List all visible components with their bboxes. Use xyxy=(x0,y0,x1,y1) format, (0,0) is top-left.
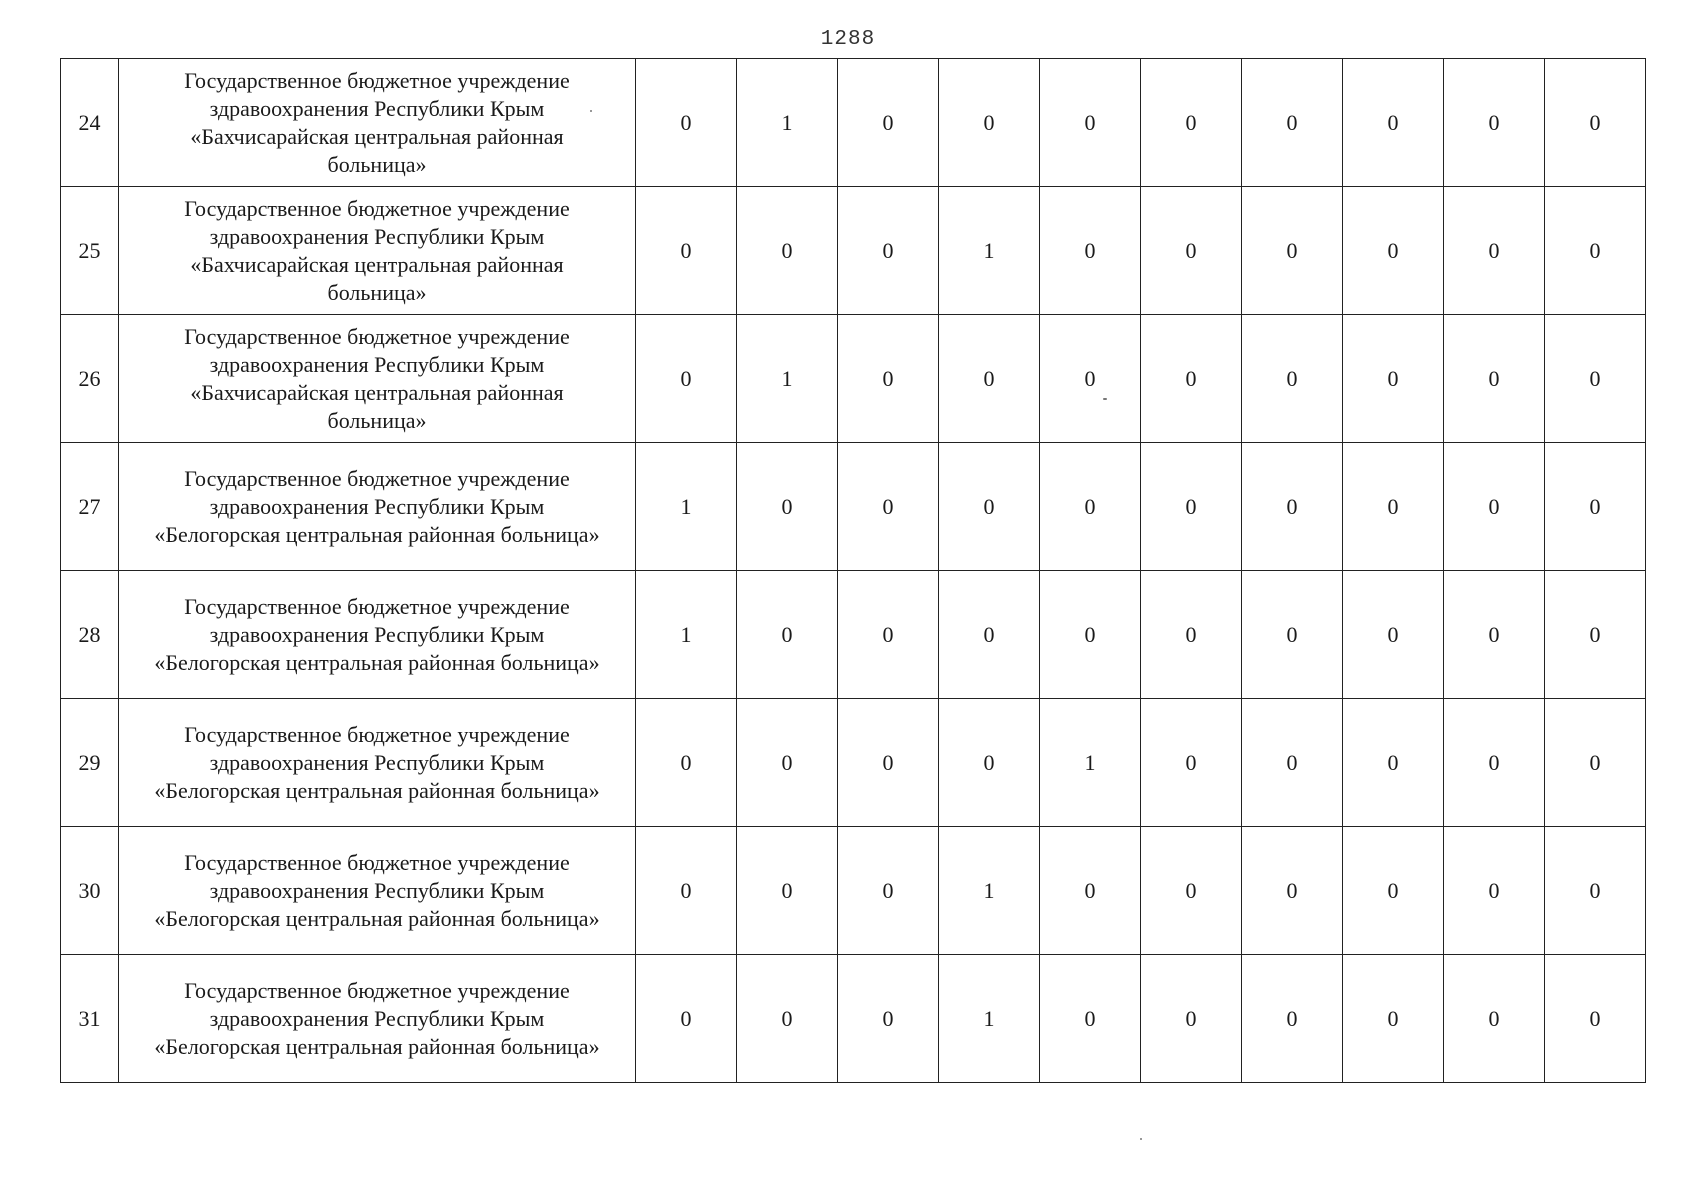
value-cell: 0 xyxy=(1141,955,1242,1083)
value-cell: 0 xyxy=(1242,187,1343,315)
institution-name-cell xyxy=(119,187,636,315)
institution-name: Государственное бюджетное учреждение здравоохранения Республики Крым «Бахчисарайская центральная районная больница» xyxy=(184,323,570,433)
value-cell: 1 xyxy=(636,571,737,699)
institution-name-cell xyxy=(119,59,636,187)
table-row xyxy=(61,955,1646,1083)
value-cell: 0 xyxy=(737,571,838,699)
value-cell: 0 xyxy=(1141,443,1242,571)
value-cell: 0 xyxy=(1444,827,1545,955)
value-cell: 0 xyxy=(939,443,1040,571)
value-cell: 0 xyxy=(737,699,838,827)
row-number-cell: 26 xyxy=(61,315,119,443)
value-cell: 0 xyxy=(1343,699,1444,827)
value-cell: 0 xyxy=(1545,571,1646,699)
table-row xyxy=(61,187,1646,315)
value-cell: 0 xyxy=(1545,187,1646,315)
value-cell: 1 xyxy=(939,955,1040,1083)
value-cell: 0 xyxy=(737,827,838,955)
value-cell: 0 xyxy=(1545,699,1646,827)
value-cell: 0 xyxy=(737,187,838,315)
institution-name: Государственное бюджетное учреждение здравоохранения Республики Крым «Белогорская центральная районная больница» xyxy=(154,721,600,803)
value-cell: 0 xyxy=(1040,187,1141,315)
value-cell: 1 xyxy=(737,315,838,443)
value-cell: 0 xyxy=(1545,443,1646,571)
value-cell: 0 xyxy=(1242,827,1343,955)
value-cell: 0 xyxy=(1141,699,1242,827)
value-cell: 0 xyxy=(1040,827,1141,955)
value-cell: 0 xyxy=(1040,443,1141,571)
value-cell: 0 xyxy=(1343,827,1444,955)
value-cell: 0 xyxy=(939,699,1040,827)
scan-speck xyxy=(590,110,592,112)
institution-name-cell xyxy=(119,827,636,955)
value-cell: 1 xyxy=(939,187,1040,315)
value-cell: 0 xyxy=(1545,827,1646,955)
value-cell: 1 xyxy=(939,827,1040,955)
institution-name-cell xyxy=(119,315,636,443)
value-cell: 0 xyxy=(1040,59,1141,187)
value-cell: 0 xyxy=(1141,187,1242,315)
value-cell: 0 xyxy=(1242,59,1343,187)
institution-name: Государственное бюджетное учреждение здравоохранения Республики Крым «Белогорская центральная районная больница» xyxy=(154,977,600,1059)
value-cell: 0 xyxy=(838,315,939,443)
value-cell: 0 xyxy=(838,955,939,1083)
row-number-cell: 31 xyxy=(61,955,119,1083)
institution-name: Государственное бюджетное учреждение здравоохранения Республики Крым «Бахчисарайская центральная районная больница» xyxy=(184,67,570,177)
row-number-cell: 29 xyxy=(61,699,119,827)
value-cell: 0 xyxy=(1242,571,1343,699)
value-cell: 1 xyxy=(636,443,737,571)
value-cell: 0 xyxy=(838,571,939,699)
value-cell: 0 xyxy=(1141,571,1242,699)
row-number-cell: 27 xyxy=(61,443,119,571)
value-cell: 0 xyxy=(1343,187,1444,315)
value-cell: 0 xyxy=(1444,699,1545,827)
value-cell: 0 xyxy=(1444,315,1545,443)
value-cell: 0 xyxy=(636,315,737,443)
institution-name-cell xyxy=(119,571,636,699)
table-row xyxy=(61,827,1646,955)
value-cell: 0 xyxy=(939,571,1040,699)
value-cell: 1 xyxy=(737,59,838,187)
value-cell: 0 xyxy=(1242,955,1343,1083)
value-cell: 0 xyxy=(636,699,737,827)
value-cell: 0 xyxy=(939,315,1040,443)
institution-name-cell xyxy=(119,443,636,571)
value-cell: 0 xyxy=(1343,443,1444,571)
value-cell: 0 xyxy=(1343,955,1444,1083)
institution-name: Государственное бюджетное учреждение здравоохранения Республики Крым «Белогорская центральная районная больница» xyxy=(154,465,600,547)
table-row xyxy=(61,699,1646,827)
row-number-cell: 28 xyxy=(61,571,119,699)
row-number-cell: 25 xyxy=(61,187,119,315)
value-cell: 0 xyxy=(1343,571,1444,699)
value-cell: 0 xyxy=(1242,315,1343,443)
value-cell: 0 xyxy=(838,59,939,187)
value-cell: 0 xyxy=(1141,59,1242,187)
table-row xyxy=(61,443,1646,571)
value-cell: 0 xyxy=(838,827,939,955)
value-cell: 0 xyxy=(1040,955,1141,1083)
value-cell: 0 xyxy=(636,955,737,1083)
institution-name-cell xyxy=(119,699,636,827)
value-cell: 0 xyxy=(1545,59,1646,187)
value-cell: 0 xyxy=(939,59,1040,187)
value-cell: 0 xyxy=(1444,571,1545,699)
value-cell: 0 xyxy=(1545,955,1646,1083)
data-table xyxy=(60,58,1646,1083)
value-cell: 0 xyxy=(1343,59,1444,187)
value-cell: 0 xyxy=(636,59,737,187)
value-cell: 0 xyxy=(1343,315,1444,443)
value-cell: 0 xyxy=(838,699,939,827)
institution-name: Государственное бюджетное учреждение здравоохранения Республики Крым «Белогорская центральная районная больница» xyxy=(154,593,600,675)
value-cell: 0 xyxy=(838,443,939,571)
value-cell: 0 xyxy=(636,827,737,955)
row-number-cell: 24 xyxy=(61,59,119,187)
value-cell: 0 xyxy=(737,443,838,571)
value-cell: 0 xyxy=(1444,955,1545,1083)
value-cell: 0 xyxy=(1040,315,1141,443)
institution-name-cell xyxy=(119,955,636,1083)
value-cell: 0 xyxy=(1242,699,1343,827)
value-cell: 0 xyxy=(1444,443,1545,571)
value-cell: 0 xyxy=(1040,571,1141,699)
institution-name: Государственное бюджетное учреждение здравоохранения Республики Крым «Белогорская центральная районная больница» xyxy=(154,849,600,931)
table-row xyxy=(61,59,1646,187)
value-cell: 0 xyxy=(1141,315,1242,443)
value-cell: 0 xyxy=(1444,59,1545,187)
value-cell: 0 xyxy=(1444,187,1545,315)
institution-name: Государственное бюджетное учреждение здравоохранения Республики Крым «Бахчисарайская центральная районная больница» xyxy=(184,195,570,305)
table-body xyxy=(61,59,1646,1083)
value-cell: 0 xyxy=(1242,443,1343,571)
value-cell: 0 xyxy=(737,955,838,1083)
scan-speck xyxy=(1103,398,1107,400)
value-cell: 0 xyxy=(1141,827,1242,955)
value-cell: 0 xyxy=(636,187,737,315)
value-cell: 1 xyxy=(1040,699,1141,827)
value-cell: 0 xyxy=(838,187,939,315)
table-row xyxy=(61,315,1646,443)
table-row xyxy=(61,571,1646,699)
row-number-cell: 30 xyxy=(61,827,119,955)
value-cell: 0 xyxy=(1545,315,1646,443)
page-number: 1288 xyxy=(820,28,876,51)
scan-speck xyxy=(1140,1138,1142,1140)
